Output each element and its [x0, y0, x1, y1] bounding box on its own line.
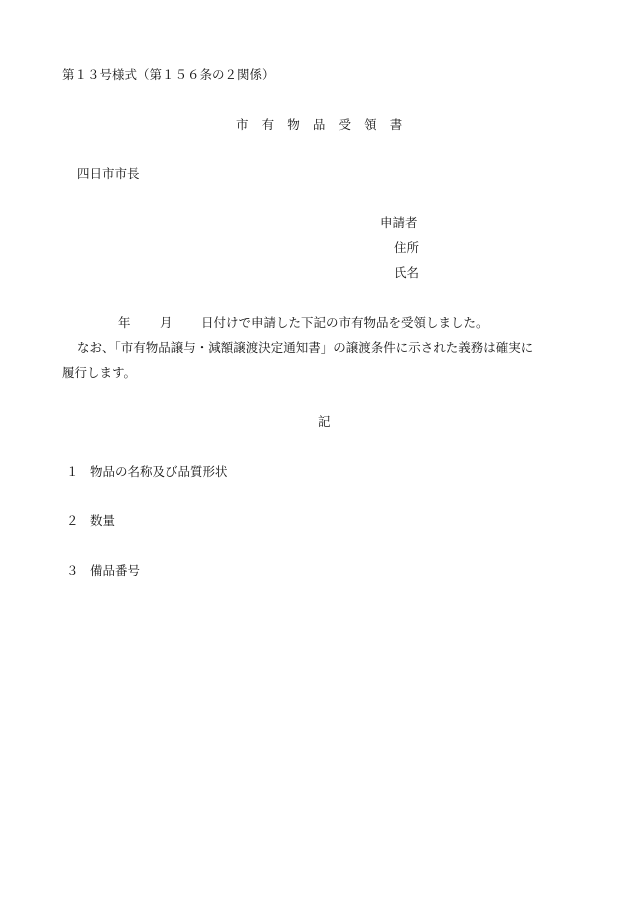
body-line-2: なお、「市有物品譲与・減額譲渡決定通知書」の譲渡条件に示された義務は確実に — [77, 340, 534, 355]
item-1-number: １ — [66, 464, 79, 479]
month-label: 月 — [160, 315, 173, 330]
document-title: 市有物品受領書 — [236, 117, 416, 132]
applicant-name-label: 氏名 — [394, 265, 420, 280]
applicant-label: 申請者 — [380, 215, 418, 230]
year-label: 年 — [118, 315, 131, 330]
item-2-label: 数量 — [90, 513, 116, 528]
item-3-number: ３ — [66, 563, 79, 578]
ki-heading: 記 — [318, 414, 331, 429]
applicant-address-label: 住所 — [394, 240, 420, 255]
body-line-3: 履行します。 — [62, 365, 137, 380]
body-line-1: 日付けで申請した下記の市有物品を受領しました。 — [201, 315, 489, 330]
form-number: 第１３号様式（第１５６条の２関係） — [62, 67, 275, 82]
item-1-label: 物品の名称及び品質形状 — [90, 464, 228, 479]
addressee: 四日市市長 — [77, 166, 140, 181]
item-2-number: ２ — [66, 513, 79, 528]
item-3-label: 備品番号 — [90, 563, 141, 578]
